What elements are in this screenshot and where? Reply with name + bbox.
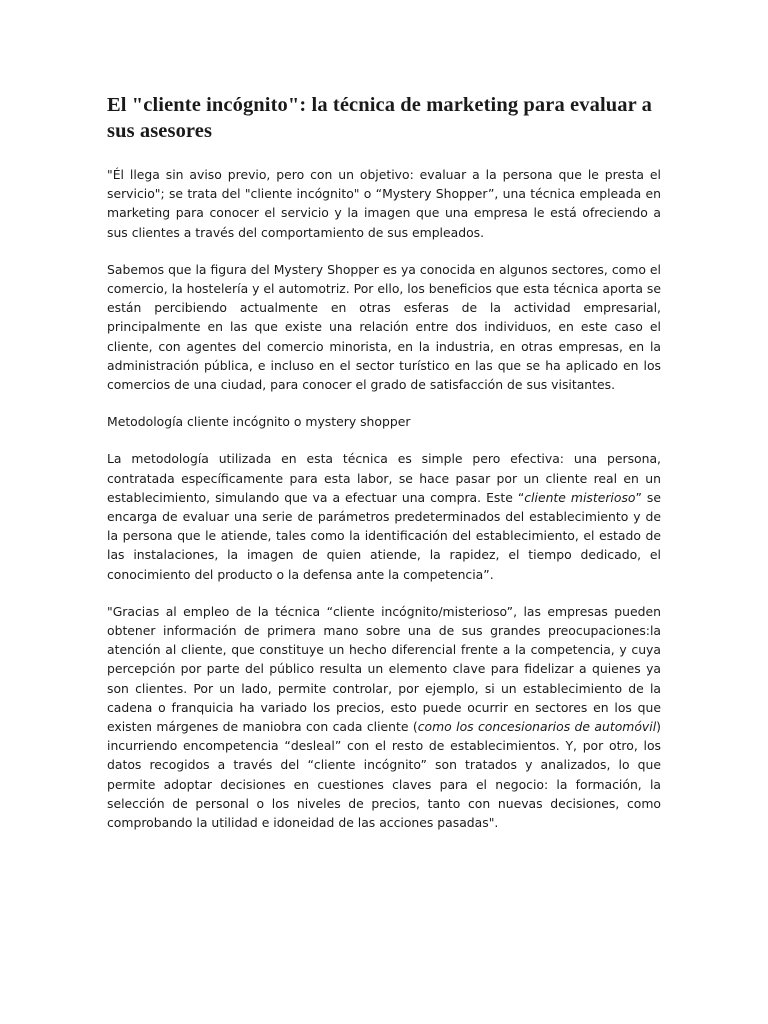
document-title: El "cliente incógnito": la técnica de marketing para evaluar a sus asesores <box>107 94 653 142</box>
paragraph-methodology-italic: cliente misterioso <box>524 489 636 505</box>
paragraph-methodology-text-1: La metodología utilizada en esta técnica es simple pero efectiva: una persona, contratada específicamente para esta labor, se hace pasar por un cliente real en un establecimiento, simulando que va a efectuar una compra. Este “ <box>107 451 661 505</box>
paragraph-methodology <box>107 449 661 583</box>
document-page <box>107 92 661 850</box>
paragraph-benefits <box>107 602 661 832</box>
paragraph-mystery-shopper-sectors: Sabemos que la figura del Mystery Shopper es ya conocida en algunos sectores, como el comercio, la hostelería y el automotriz. Por ello, los beneficios que esta técnica aporta se están percibiendo actualmente en otras esferas de la actividad empresarial, principalmente en las que existe una relación entre dos individuos, en este caso el cliente, con agentes del comercio minorista, en la industria, en otras empresas, en la administración pública, e incluso en el sector turístico en las que se ha aplicado en los comercios de una ciudad, para conocer el grado de satisfacción de sus visitantes. <box>107 261 661 393</box>
paragraph-benefits-text-2: ) incurriendo encompetencia “desleal” con el resto de establecimientos. Y, por otro, los datos recogidos a través del “cliente incógnito” son tratados y analizados, lo que permite adoptar decisiones en cuestiones claves para el negocio: la formación, la selección de personal o los niveles de precios, tanto con nuevas decisiones, como comprobando la utilidad e idoneidad de las acciones pasadas". <box>107 719 661 831</box>
paragraph-intro: "Él llega sin aviso previo, pero con un objetivo: evaluar a la persona que le presta el servicio"; se trata del "cliente incógnito" o “Mystery Shopper”, una técnica empleada en marketing para conocer el servicio y la imagen que una empresa le está ofreciendo a sus clientes a través del comportamiento de sus empleados. <box>107 167 661 240</box>
paragraph-methodology-text-2: ” se encarga de evaluar una serie de parámetros predeterminados del establecimiento y de la persona que le atiende, tales como la identificación del establecimiento, el estado de las instalaciones, la imagen de quien atiende, la rapidez, el tiempo dedicado, el conocimiento del producto o la defensa ante la competencia”. <box>107 489 661 582</box>
paragraph-benefits-text-1: "Gracias al empleo de la técnica “cliente incógnito/misterioso”, las empresas pueden obtener información de primera mano sobre una de sus grandes preocupaciones:la atención al cliente, que constituye un hecho diferencial frente a la competencia, y cuya percepción por parte del público resulta un elemento clave para fidelizar a quienes ya son clientes. Por un lado, permite controlar, por ejemplo, si un establecimiento de la cadena o franquicia ha variado los precios, esto puede ocurrir en sectores en los que existen márgenes de maniobra con cada cliente ( <box>107 603 661 735</box>
paragraph-benefits-italic: como los concesionarios de automóvil <box>417 719 657 735</box>
section-heading-methodology: Metodología cliente incógnito o mystery shopper <box>107 414 411 430</box>
